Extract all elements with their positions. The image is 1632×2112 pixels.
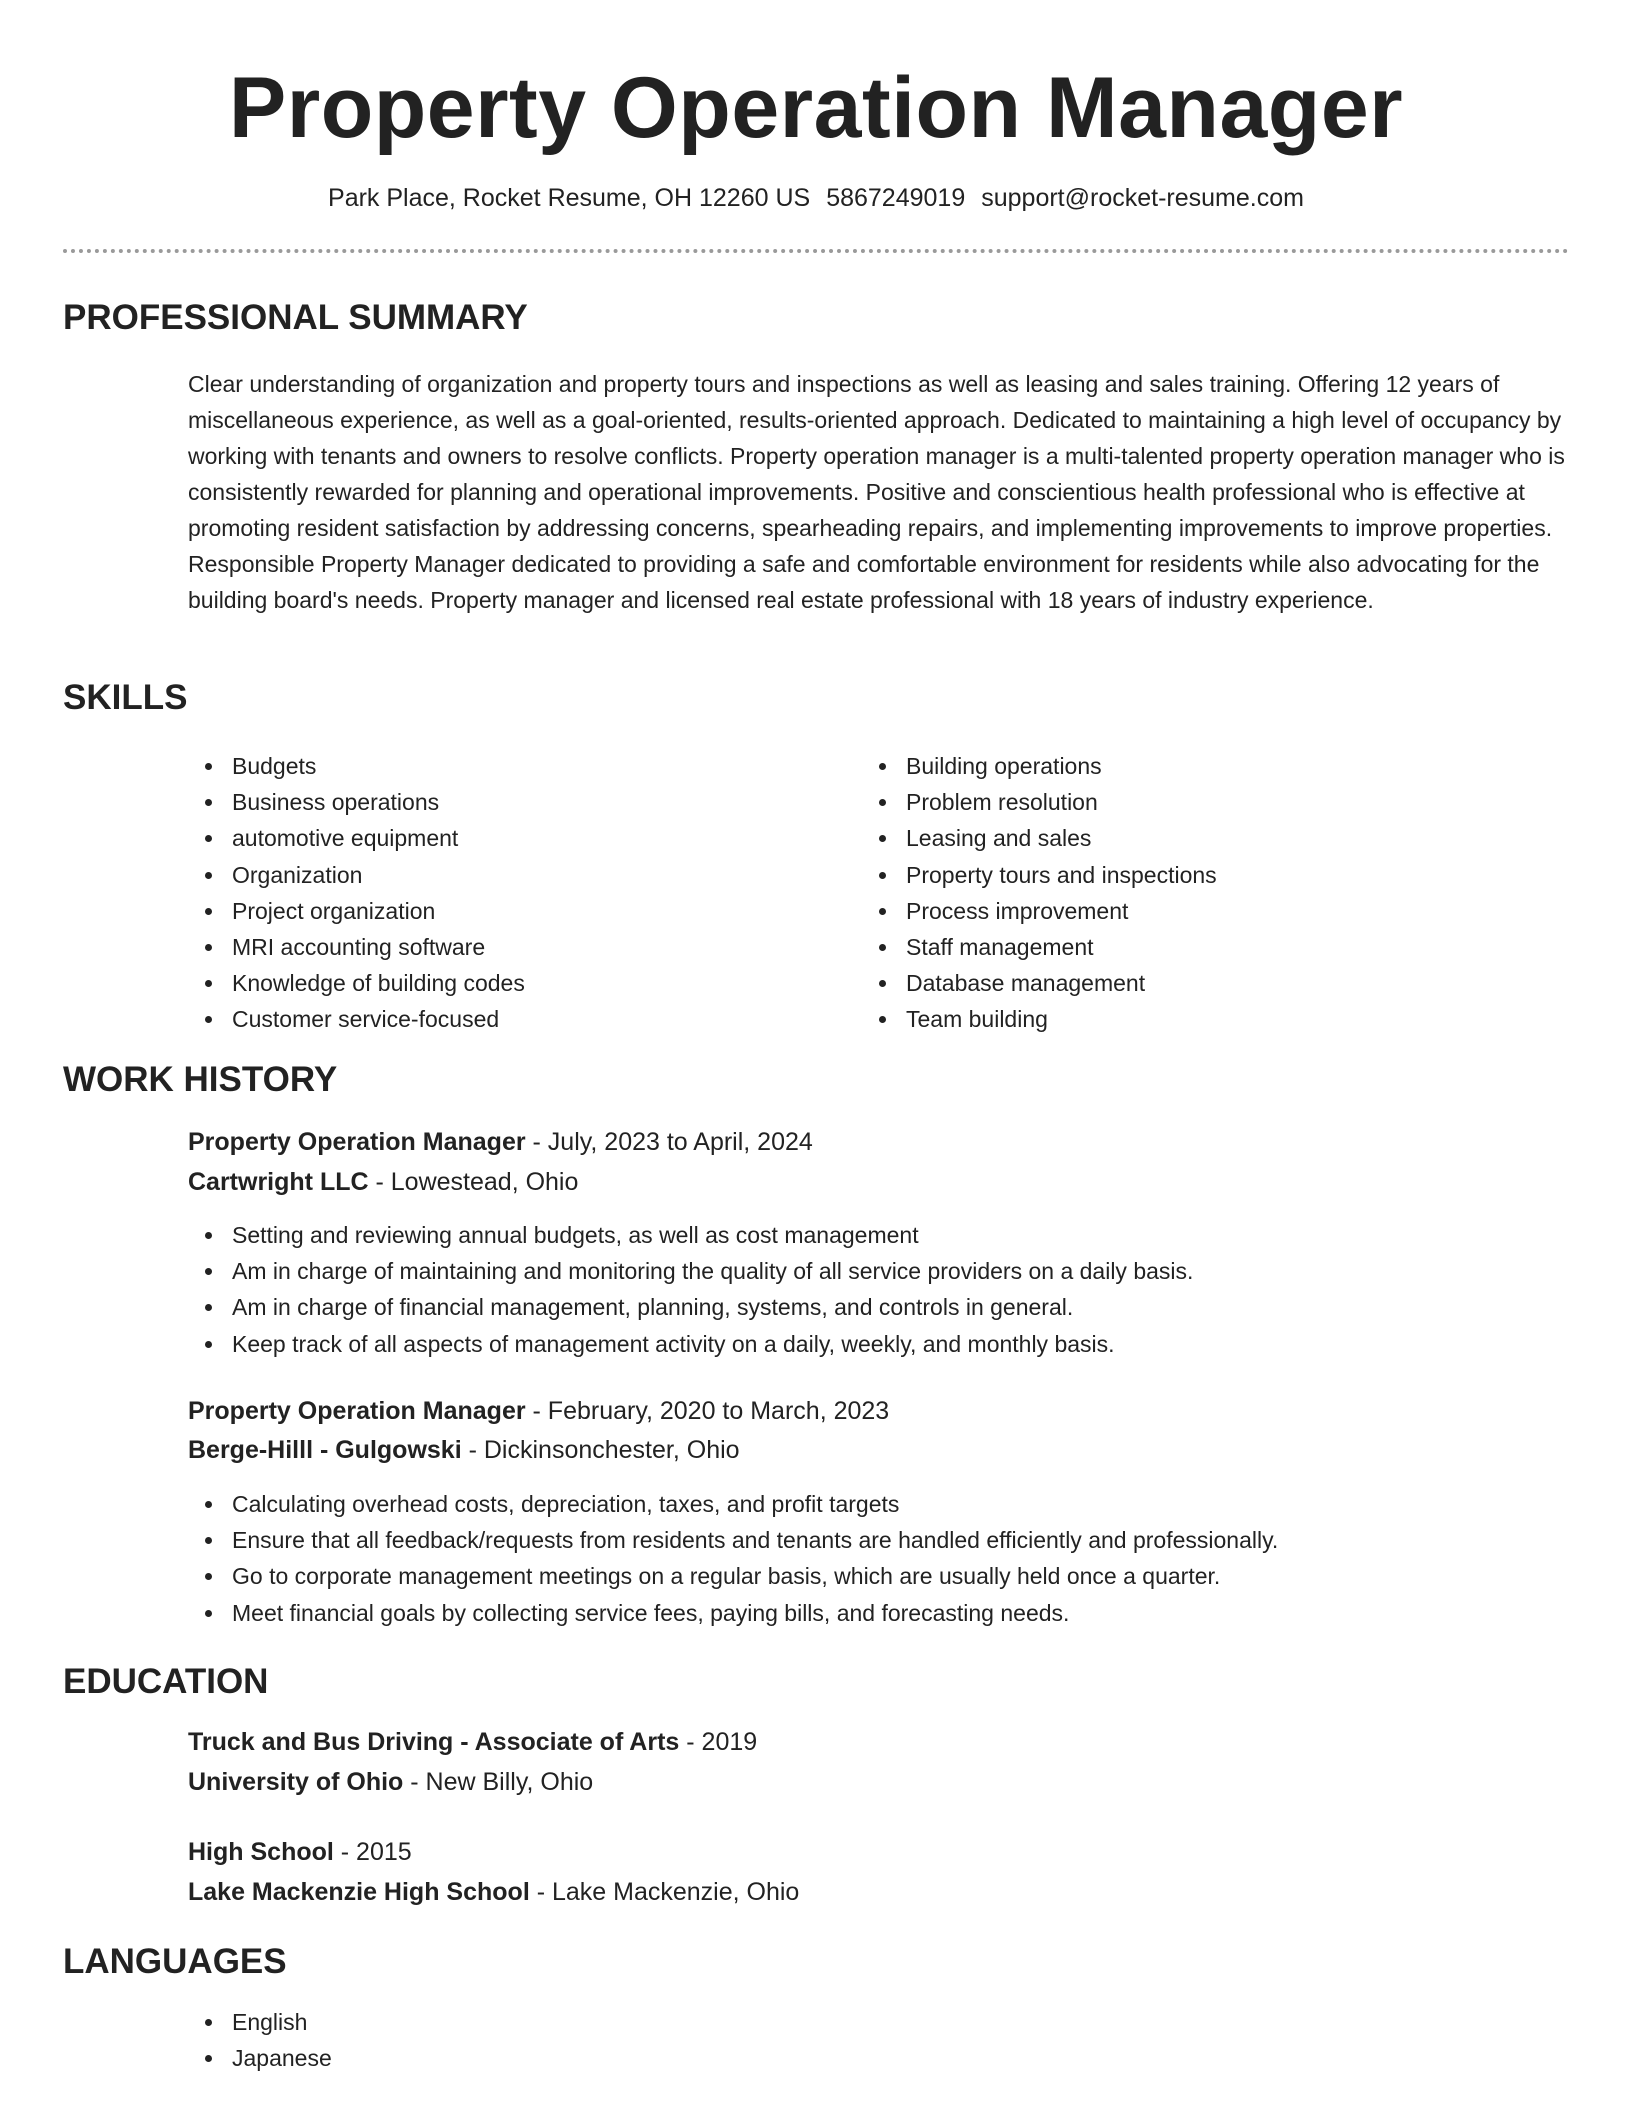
contact-email: support@rocket-resume.com xyxy=(981,184,1304,212)
job-bullet: Go to corporate management meetings on a regular basis, which are usually held once a quarter. xyxy=(188,1558,1568,1594)
education-school: University of Ohio xyxy=(188,1768,404,1796)
job-bullet: Ensure that all feedback/requests from residents and tenants are handled efficiently and professionally. xyxy=(188,1522,1568,1558)
education-degree-line xyxy=(188,1724,757,1760)
skill-item: Problem resolution xyxy=(862,784,1562,820)
education-location: - Lake Mackenzie, Ohio xyxy=(536,1878,800,1906)
job-dates: - February, 2020 to March, 2023 xyxy=(532,1397,890,1425)
job-company-line xyxy=(188,1432,740,1468)
skill-item: Database management xyxy=(862,965,1562,1001)
skill-item: Leasing and sales xyxy=(862,820,1562,856)
skill-item: Business operations xyxy=(188,784,848,820)
skill-item: Customer service-focused xyxy=(188,1001,848,1037)
skill-item: Knowledge of building codes xyxy=(188,965,848,1001)
job-bullet: Calculating overhead costs, depreciation, taxes, and profit targets xyxy=(188,1486,1568,1522)
skill-item: Budgets xyxy=(188,748,848,784)
job-company-line xyxy=(188,1164,578,1200)
skills-list-left xyxy=(188,748,848,1038)
job-bullet: Am in charge of maintaining and monitoring the quality of all service providers on a daily basis. xyxy=(188,1253,1568,1289)
header-divider xyxy=(63,249,1569,253)
education-location: - New Billy, Ohio xyxy=(410,1768,594,1796)
skill-item: Organization xyxy=(188,857,848,893)
job-title-line xyxy=(188,1124,813,1160)
section-title-work: WORK HISTORY xyxy=(63,1060,338,1099)
education-school-line xyxy=(188,1874,799,1910)
education-year: - 2019 xyxy=(686,1728,758,1756)
education-year: - 2015 xyxy=(340,1838,412,1866)
job-title-line xyxy=(188,1393,889,1429)
skill-item: Property tours and inspections xyxy=(862,857,1562,893)
skill-item: Project organization xyxy=(188,893,848,929)
job-bullet: Am in charge of financial management, planning, systems, and controls in general. xyxy=(188,1289,1568,1325)
job-company: Cartwright LLC xyxy=(188,1168,369,1196)
skill-item: Building operations xyxy=(862,748,1562,784)
job-location: - Dickinsonchester, Ohio xyxy=(468,1436,740,1464)
contact-phone: 5867249019 xyxy=(826,184,966,212)
job-bullet: Setting and reviewing annual budgets, as well as cost management xyxy=(188,1217,1568,1253)
language-list xyxy=(188,2004,1568,2076)
job-bullets xyxy=(188,1217,1568,1362)
job-bullet: Meet financial goals by collecting service fees, paying bills, and forecasting needs. xyxy=(188,1595,1568,1631)
job-role: Property Operation Manager xyxy=(188,1397,526,1425)
skill-item: Process improvement xyxy=(862,893,1562,929)
language-item: English xyxy=(188,2004,1568,2040)
education-degree: High School xyxy=(188,1838,334,1866)
section-title-languages: LANGUAGES xyxy=(63,1942,287,1981)
job-bullets xyxy=(188,1486,1568,1631)
education-degree-line xyxy=(188,1834,412,1870)
skill-item: MRI accounting software xyxy=(188,929,848,965)
education-school-line xyxy=(188,1764,593,1800)
skill-item: Team building xyxy=(862,1001,1562,1037)
education-school: Lake Mackenzie High School xyxy=(188,1878,530,1906)
section-title-skills: SKILLS xyxy=(63,678,188,717)
contact-address: Park Place, Rocket Resume, OH 12260 US xyxy=(328,184,811,212)
skill-item: Staff management xyxy=(862,929,1562,965)
job-dates: - July, 2023 to April, 2024 xyxy=(532,1128,813,1156)
summary-text: Clear understanding of organization and property tours and inspections as well as leasing and sales training. Offering 12 years of miscellaneous experience, as well as a goal-oriented, results-oriented approach. Dedicated to maintaining a high level of occupancy by working with tenants and owners to resolve conflicts. Property operation manager is a multi-talented property operation manager who is consistently rewarded for planning and operational improvements. Positive and conscientious health professional who is effective at promoting resident satisfaction by addressing concerns, spearheading repairs, and implementing improvements to improve properties. Responsible Property Manager dedicated to providing a safe and comfortable environment for residents while also advocating for the building board's needs. Property manager and licensed real estate professional with 18 years of industry experience. xyxy=(188,371,1565,613)
education-degree: Truck and Bus Driving - Associate of Arts xyxy=(188,1728,680,1756)
job-company: Berge-Hilll - Gulgowski xyxy=(188,1436,462,1464)
job-role: Property Operation Manager xyxy=(188,1128,526,1156)
skill-item: automotive equipment xyxy=(188,820,848,856)
skills-list-right xyxy=(862,748,1562,1038)
section-title-education: EDUCATION xyxy=(63,1662,269,1701)
language-item: Japanese xyxy=(188,2040,1568,2076)
contact-line xyxy=(0,180,1632,216)
job-bullet: Keep track of all aspects of management activity on a daily, weekly, and monthly basis. xyxy=(188,1326,1568,1362)
section-title-summary: PROFESSIONAL SUMMARY xyxy=(63,298,528,337)
resume-name: Property Operation Manager xyxy=(228,60,1404,156)
job-location: - Lowestead, Ohio xyxy=(375,1168,579,1196)
